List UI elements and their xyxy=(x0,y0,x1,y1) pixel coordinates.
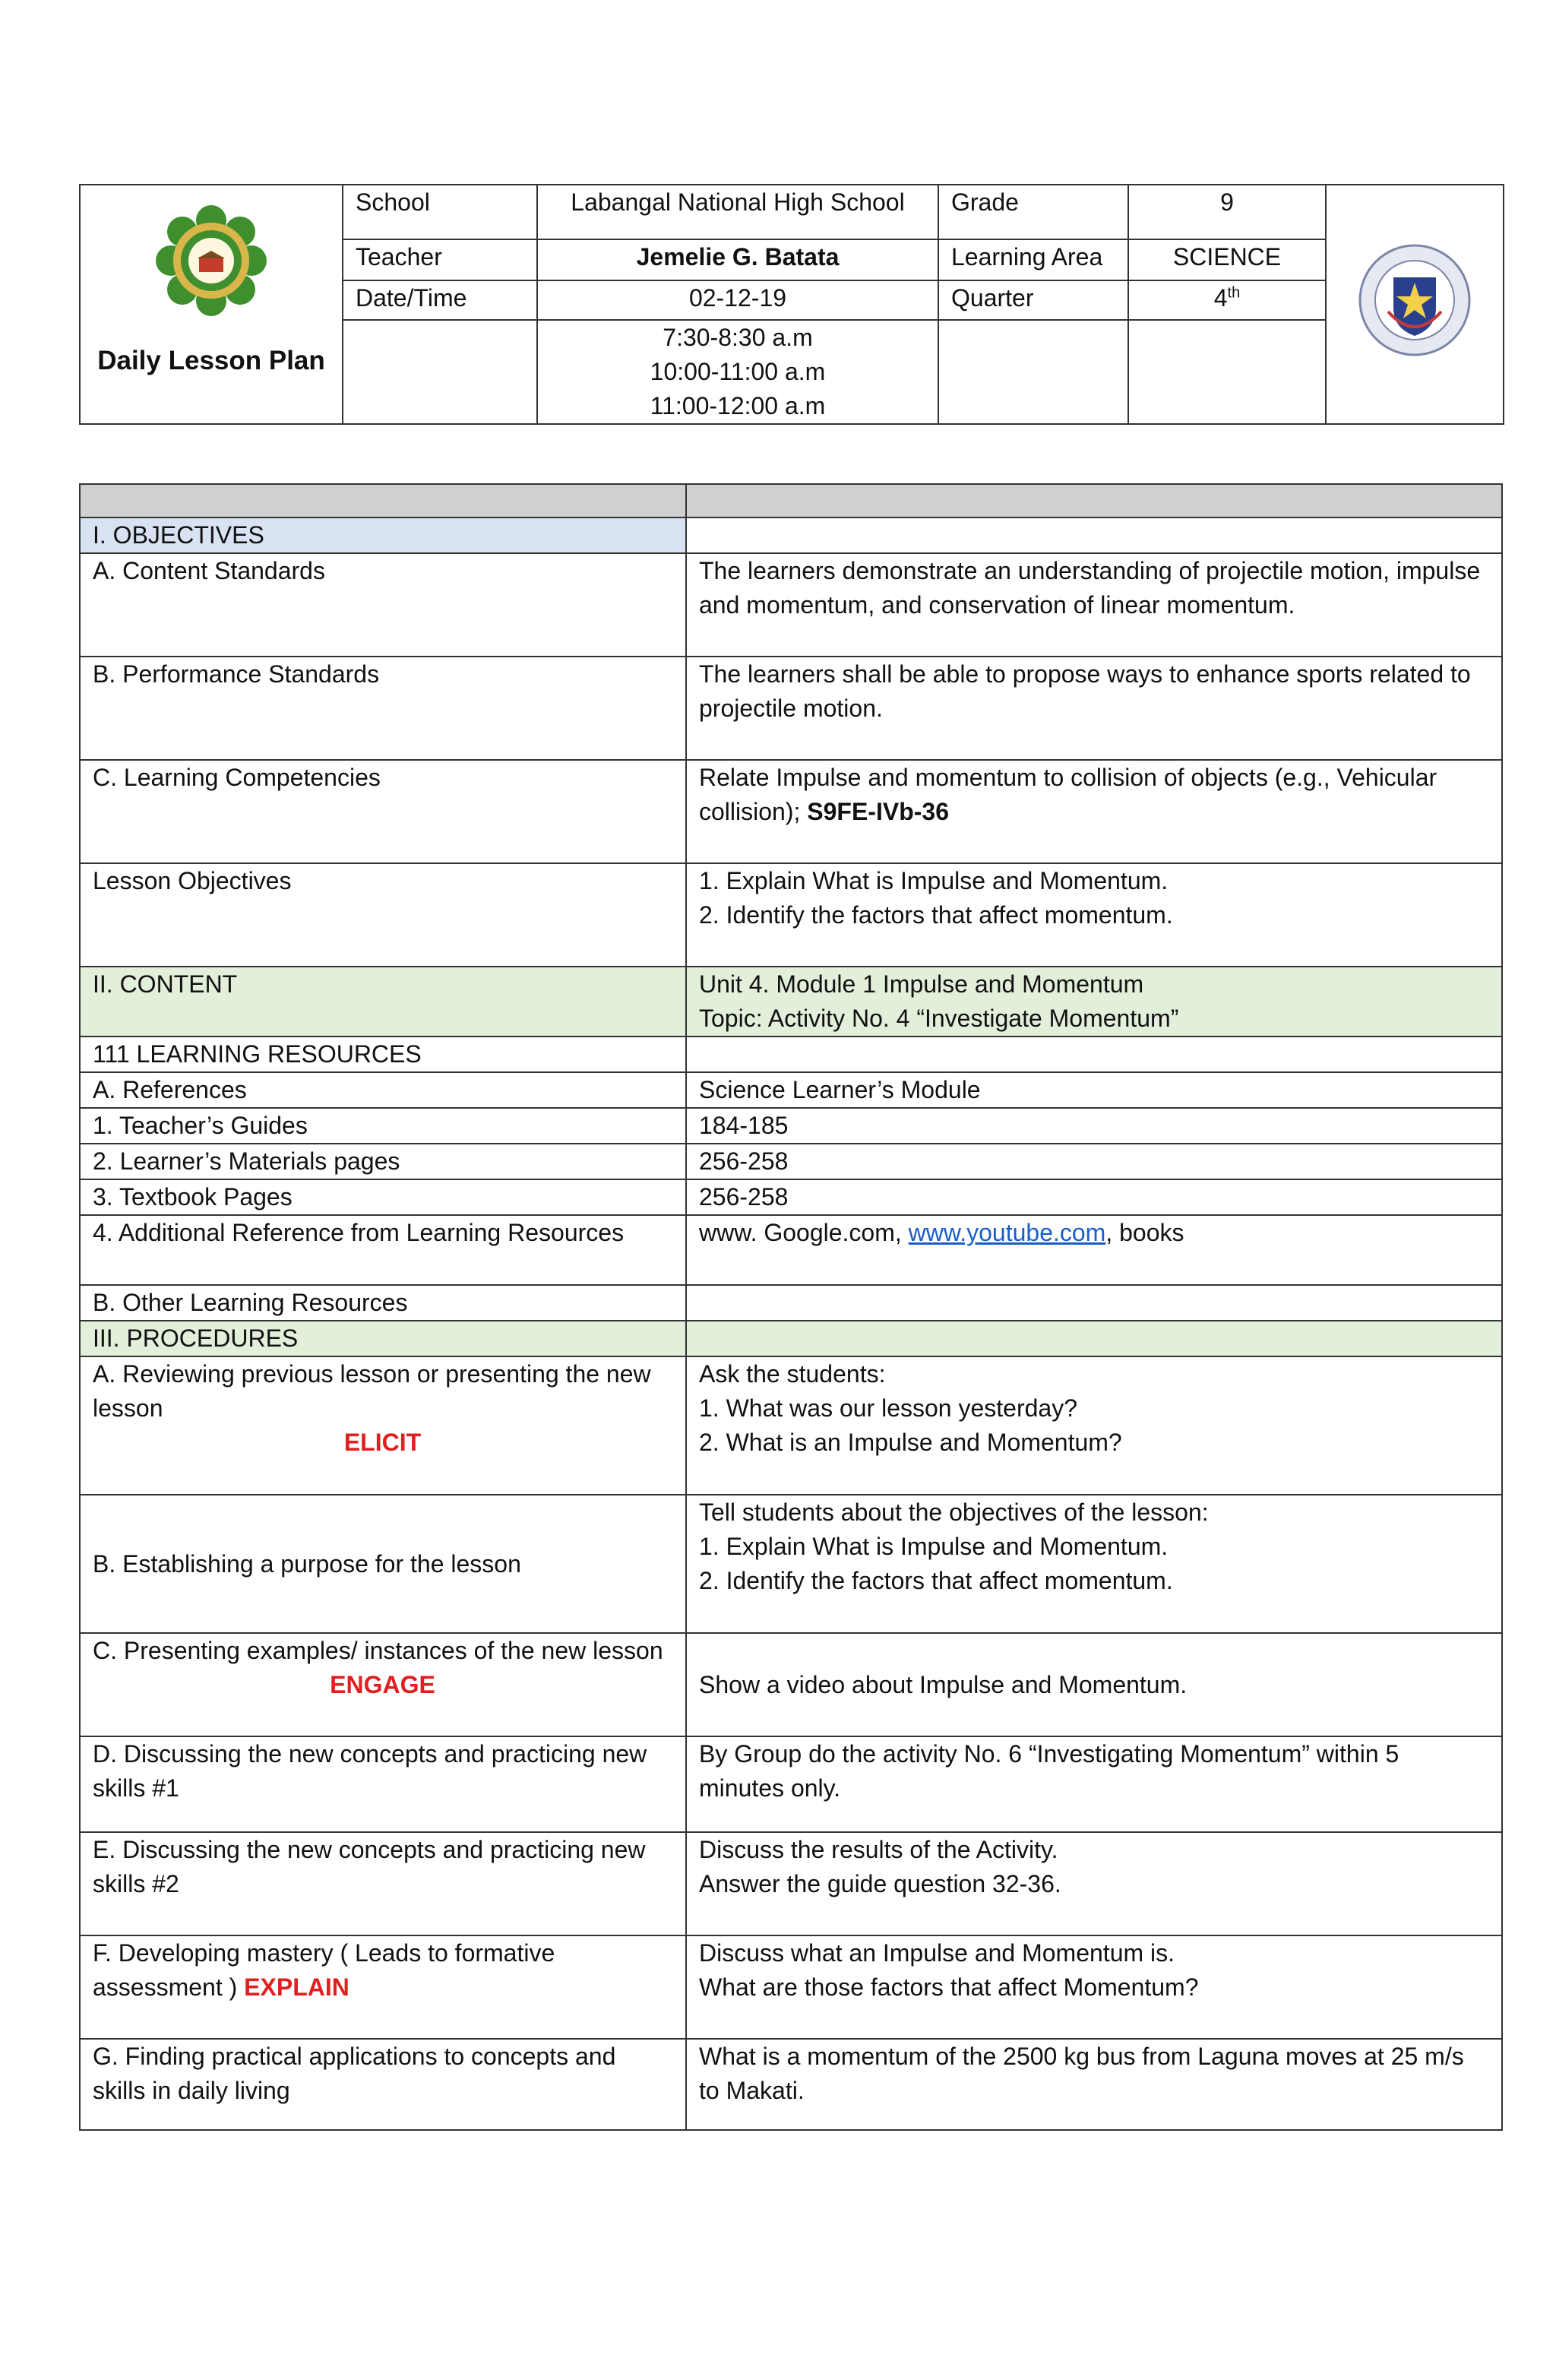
list-item: Tell students about the objectives of the lesson: xyxy=(699,1499,1209,1526)
school-logo-cell xyxy=(80,185,343,424)
time-label-empty xyxy=(343,320,537,424)
teacher-label: Teacher xyxy=(343,239,537,280)
table-row xyxy=(80,863,1502,967)
list-item: 2. Identify the factors that affect momentum. xyxy=(699,901,1173,929)
table-row xyxy=(80,1356,1502,1495)
list-item: Ask the students: xyxy=(699,1360,886,1388)
learners-materials-label: 2. Learner’s Materials pages xyxy=(80,1144,686,1179)
performance-standards-label: B. Performance Standards xyxy=(80,657,686,760)
learners-materials-value: 256-258 xyxy=(686,1144,1502,1179)
header-cell xyxy=(686,484,1502,517)
lesson-objectives-value xyxy=(686,863,1502,967)
lesson-objectives-label: Lesson Objectives xyxy=(80,863,686,967)
quarter-label: Quarter xyxy=(938,280,1128,320)
references-label: A. References xyxy=(80,1072,686,1108)
table-row xyxy=(80,657,1502,760)
engage-tag: ENGAGE xyxy=(330,1671,435,1698)
learning-competencies-label: C. Learning Competencies xyxy=(80,760,686,863)
additional-reference-value xyxy=(686,1215,1502,1285)
table-row xyxy=(80,1832,1502,1935)
list-item: 2. What is an Impulse and Momentum? xyxy=(699,1429,1122,1456)
procedure-a-value xyxy=(686,1356,1502,1495)
list-item: Discuss what an Impulse and Momentum is. xyxy=(699,1939,1175,1967)
procedure-e-value xyxy=(686,1832,1502,1935)
procedure-b-label: B. Establishing a purpose for the lesson xyxy=(80,1495,686,1633)
deped-seal-icon xyxy=(1358,243,1472,357)
time-slot: 7:30-8:30 a.m xyxy=(663,324,813,351)
teachers-guide-value: 184-185 xyxy=(686,1108,1502,1144)
table-row xyxy=(80,1495,1502,1633)
content-value xyxy=(686,967,1502,1037)
procedure-b-value xyxy=(686,1495,1502,1633)
school-value: Labangal National High School xyxy=(537,185,938,239)
quarter-suffix: th xyxy=(1227,284,1241,302)
quarter-value xyxy=(1128,280,1326,320)
reference-suffix: , books xyxy=(1105,1219,1184,1246)
content-label: II. CONTENT xyxy=(80,967,686,1037)
learning-competencies-value xyxy=(686,760,1502,863)
table-row xyxy=(80,1736,1502,1832)
procedure-g-label: G. Finding practical applications to concepts and skills in daily living xyxy=(80,2039,686,2130)
document-title: Daily Lesson Plan xyxy=(97,346,325,375)
empty-cell xyxy=(686,1037,1502,1072)
content-row xyxy=(80,967,1502,1037)
table-row xyxy=(80,2039,1502,2130)
procedure-c-text: C. Presenting examples/ instances of the new lesson xyxy=(93,1637,663,1664)
table-row xyxy=(80,1072,1502,1108)
list-item: 1. Explain What is Impulse and Momentum. xyxy=(699,867,1169,894)
content-standards-value: The learners demonstrate an understanding of projectile motion, impulse and momentum, and conservation of linear momentum. xyxy=(686,553,1502,657)
references-value: Science Learner’s Module xyxy=(686,1072,1502,1108)
table-row xyxy=(80,1935,1502,2039)
procedure-e-label: E. Discussing the new concepts and practicing new skills #2 xyxy=(80,1832,686,1935)
table-header-row xyxy=(80,484,1502,517)
table-row xyxy=(80,1215,1502,1285)
procedure-a-text: A. Reviewing previous lesson or presenting the new lesson xyxy=(93,1360,651,1422)
table-row xyxy=(80,1108,1502,1144)
list-item: What are those factors that affect Momentum? xyxy=(699,1973,1199,2001)
header-table xyxy=(79,184,1504,425)
table-row xyxy=(80,760,1502,863)
list-item: 1. Explain What is Impulse and Momentum. xyxy=(699,1533,1169,1560)
objectives-heading-row xyxy=(80,517,1502,553)
competencies-code: S9FE-IVb-36 xyxy=(807,798,949,825)
empty-cell xyxy=(1128,320,1326,424)
procedure-d-label: D. Discussing the new concepts and practicing new skills #1 xyxy=(80,1736,686,1832)
grade-label: Grade xyxy=(938,185,1128,239)
time-values xyxy=(537,320,938,424)
procedure-a-label xyxy=(80,1356,686,1495)
procedure-f-value xyxy=(686,1935,1502,2039)
empty-cell xyxy=(686,517,1502,553)
youtube-link[interactable]: www.youtube.com xyxy=(908,1219,1106,1246)
reference-prefix: www. Google.com, xyxy=(699,1219,909,1246)
deped-logo-cell xyxy=(1326,185,1504,424)
procedure-g-value: What is a momentum of the 2500 kg bus from Laguna moves at 25 m/s to Makati. xyxy=(686,2039,1502,2130)
textbook-pages-value: 256-258 xyxy=(686,1179,1502,1215)
list-item: 2. Identify the factors that affect momentum. xyxy=(699,1567,1173,1594)
table-row xyxy=(80,553,1502,657)
textbook-pages-label: 3. Textbook Pages xyxy=(80,1179,686,1215)
learning-area-value: SCIENCE xyxy=(1128,239,1326,280)
procedures-heading: III. PROCEDURES xyxy=(80,1321,686,1356)
procedure-f-label xyxy=(80,1935,686,2039)
procedure-f-text: F. Developing mastery ( Leads to formative assessment ) xyxy=(93,1939,555,2001)
list-item: 1. What was our lesson yesterday? xyxy=(699,1394,1078,1422)
content-line: Topic: Activity No. 4 “Investigate Momentum” xyxy=(699,1005,1179,1032)
empty-cell xyxy=(686,1321,1502,1356)
content-line: Unit 4. Module 1 Impulse and Momentum xyxy=(699,970,1144,998)
competencies-text: Relate Impulse and momentum to collision of objects (e.g., Vehicular collision); xyxy=(699,764,1437,825)
date-value: 02-12-19 xyxy=(537,280,938,320)
list-item: Discuss the results of the Activity. xyxy=(699,1836,1058,1863)
procedure-c-value: Show a video about Impulse and Momentum. xyxy=(686,1633,1502,1736)
list-item: Answer the guide question 32-36. xyxy=(699,1870,1061,1897)
learning-area-label: Learning Area xyxy=(938,239,1128,280)
quarter-number: 4 xyxy=(1213,284,1228,312)
time-slot: 10:00-11:00 a.m xyxy=(650,358,826,385)
content-standards-label: A. Content Standards xyxy=(80,553,686,657)
table-row xyxy=(80,1144,1502,1179)
lesson-table xyxy=(79,483,1503,2131)
table-row xyxy=(80,1037,1502,1072)
time-slot: 11:00-12:00 a.m xyxy=(650,392,826,419)
empty-cell xyxy=(938,320,1128,424)
other-resources-label: B. Other Learning Resources xyxy=(80,1285,686,1321)
empty-cell xyxy=(686,1285,1502,1321)
procedures-heading-row xyxy=(80,1321,1502,1356)
header-cell xyxy=(80,484,686,517)
school-label: School xyxy=(343,185,537,239)
table-row xyxy=(80,1633,1502,1736)
additional-reference-label: 4. Additional Reference from Learning Resources xyxy=(80,1215,686,1285)
explain-tag: EXPLAIN xyxy=(244,1973,349,2001)
resources-heading: 111 LEARNING RESOURCES xyxy=(80,1037,686,1072)
table-row xyxy=(80,1179,1502,1215)
school-seal-icon xyxy=(150,204,272,318)
grade-value: 9 xyxy=(1128,185,1326,239)
elicit-tag: ELICIT xyxy=(343,1429,422,1456)
procedure-d-value: By Group do the activity No. 6 “Investigating Momentum” within 5 minutes only. xyxy=(686,1736,1502,1832)
procedure-c-label xyxy=(80,1633,686,1736)
teachers-guide-label: 1. Teacher’s Guides xyxy=(80,1108,686,1144)
performance-standards-value: The learners shall be able to propose ways to enhance sports related to projectile motion. xyxy=(686,657,1502,760)
date-label: Date/Time xyxy=(343,280,537,320)
table-row xyxy=(80,1285,1502,1321)
objectives-heading: I. OBJECTIVES xyxy=(80,517,686,553)
teacher-value: Jemelie G. Batata xyxy=(537,239,938,280)
